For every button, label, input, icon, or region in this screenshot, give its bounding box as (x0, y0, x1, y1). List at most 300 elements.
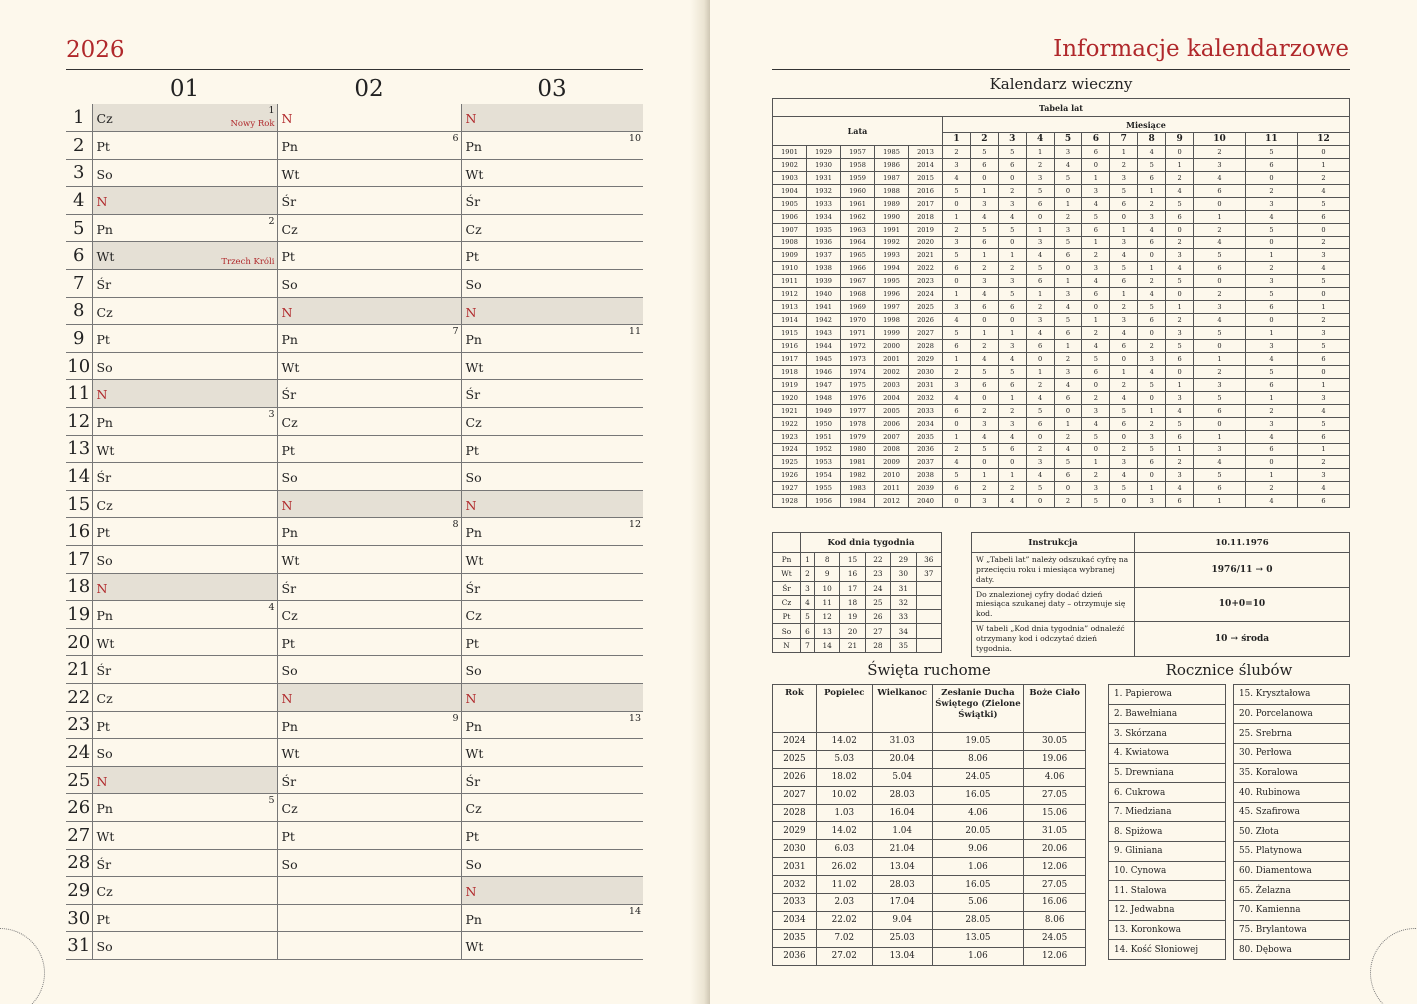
year-cell: 1927 (773, 482, 807, 495)
day-number: 1 (66, 104, 92, 132)
day-cell[interactable] (92, 159, 277, 187)
anniversary-item: 7. Miedziana (1109, 802, 1226, 822)
code-cell: 3 (1026, 314, 1054, 327)
year-cell: 1910 (773, 262, 807, 275)
code-cell: 0 (998, 236, 1026, 249)
years-row (773, 171, 1350, 184)
day-cell[interactable] (461, 683, 643, 711)
holiday-cell: 18.02 (816, 768, 872, 786)
day-row (66, 573, 643, 601)
code-cell: 0 (1054, 184, 1082, 197)
holiday-cell: 28.03 (872, 786, 932, 804)
holiday-row (773, 733, 1086, 751)
holiday-row (773, 876, 1086, 894)
code-cell: 6 (1166, 352, 1194, 365)
weekday-label: Cz (465, 415, 482, 431)
day-cell[interactable] (461, 932, 643, 960)
code-cell: 4 (1297, 262, 1349, 275)
day-cell[interactable] (92, 546, 277, 574)
code-cell: 5 (970, 223, 998, 236)
month-number: 3 (998, 133, 1026, 146)
day-cell[interactable] (92, 297, 277, 325)
day-cell[interactable] (92, 877, 277, 905)
year-cell: 2036 (909, 443, 943, 456)
day-cell[interactable] (461, 711, 643, 739)
year-cell: 2019 (909, 223, 943, 236)
weekday-label: Śr (96, 470, 112, 486)
code-value: 21 (840, 638, 865, 652)
day-row (66, 849, 643, 877)
day-cell[interactable] (461, 380, 643, 408)
day-cell[interactable] (92, 656, 277, 684)
day-cell[interactable] (461, 601, 643, 629)
day-cell[interactable] (277, 628, 461, 656)
year-cell: 1956 (807, 495, 841, 508)
day-cell[interactable] (277, 270, 461, 298)
day-cell[interactable] (277, 518, 461, 546)
day-cell[interactable] (92, 849, 277, 877)
day-row (66, 766, 643, 794)
day-cell[interactable] (461, 214, 643, 242)
day-cell[interactable] (461, 490, 643, 518)
years-row (773, 275, 1350, 288)
code-value (916, 595, 941, 609)
weekday-label: Pt (465, 249, 479, 265)
code-value: 2 (801, 567, 815, 581)
anniversary-item: 14. Kość Słoniowej (1109, 940, 1226, 960)
month-number: 5 (1054, 133, 1082, 146)
day-number: 23 (66, 711, 92, 739)
day-cell[interactable] (461, 297, 643, 325)
weekday-label: Pt (96, 525, 110, 541)
day-cell[interactable] (277, 711, 461, 739)
day-cell[interactable] (92, 766, 277, 794)
weekday-code-row (773, 624, 942, 638)
day-cell[interactable] (92, 104, 277, 132)
anniversary-item: 55. Platynowa (1234, 842, 1350, 862)
day-cell[interactable] (277, 159, 461, 187)
code-cell: 2 (1194, 288, 1246, 301)
year-cell: 2008 (875, 443, 909, 456)
day-row (66, 214, 643, 242)
spacer (1226, 743, 1234, 763)
day-cell[interactable] (277, 352, 461, 380)
code-cell: 3 (998, 417, 1026, 430)
weekday-label: Cz (96, 304, 113, 320)
anniversary-row (1109, 940, 1350, 960)
day-cell[interactable] (461, 187, 643, 215)
code-cell: 5 (1297, 197, 1349, 210)
year-cell: 2020 (909, 236, 943, 249)
day-cell[interactable] (461, 435, 643, 463)
year-cell: 1912 (773, 288, 807, 301)
code-cell: 0 (1110, 430, 1138, 443)
weekday-label: Pn (96, 221, 113, 237)
day-cell[interactable] (277, 904, 461, 932)
year-cell: 1901 (773, 145, 807, 158)
code-cell: 5 (1138, 443, 1166, 456)
weekday-label: So (281, 663, 298, 679)
day-cell[interactable] (461, 766, 643, 794)
code-cell: 2 (1026, 158, 1054, 171)
code-cell: 4 (1054, 378, 1082, 391)
day-cell[interactable] (277, 242, 461, 270)
code-cell: 0 (1297, 365, 1349, 378)
code-cell: 5 (1054, 456, 1082, 469)
day-cell[interactable] (277, 132, 461, 160)
weekday-label: Pn (281, 718, 298, 734)
code-cell: 5 (970, 145, 998, 158)
day-cell[interactable] (92, 518, 277, 546)
day-cell[interactable] (92, 270, 277, 298)
code-value: 35 (891, 638, 916, 652)
code-cell: 0 (1166, 288, 1194, 301)
code-cell: 4 (1054, 301, 1082, 314)
code-cell: 5 (998, 223, 1026, 236)
day-row (66, 490, 643, 518)
weekday-label: Wt (465, 166, 484, 182)
holiday-cell: 6.03 (816, 840, 872, 858)
day-row (66, 297, 643, 325)
anniversary-item: 5. Drewniana (1109, 763, 1226, 783)
holiday-row (773, 768, 1086, 786)
day-cell[interactable] (277, 435, 461, 463)
day-cell[interactable] (92, 739, 277, 767)
day-cell[interactable] (461, 739, 643, 767)
code-cell: 5 (970, 443, 998, 456)
year-cell: 1904 (773, 184, 807, 197)
day-cell[interactable] (92, 711, 277, 739)
day-cell[interactable] (92, 242, 277, 270)
day-row (66, 159, 643, 187)
code-cell: 6 (1166, 210, 1194, 223)
instruction-example: 10 → środa (1135, 622, 1350, 657)
code-cell: 2 (1245, 482, 1297, 495)
anniversary-item: 25. Srebrna (1234, 724, 1350, 744)
code-cell: 6 (1054, 469, 1082, 482)
day-cell[interactable] (277, 187, 461, 215)
day-cell[interactable] (277, 821, 461, 849)
code-cell: 6 (1245, 301, 1297, 314)
holiday-cell: 26.02 (816, 858, 872, 876)
day-cell[interactable] (277, 546, 461, 574)
code-value: 20 (840, 624, 865, 638)
code-value: 5 (801, 610, 815, 624)
year-cell: 1903 (773, 171, 807, 184)
anniversary-item: 75. Brylantowa (1234, 920, 1350, 940)
day-cell[interactable] (277, 463, 461, 491)
holiday-cell: 16.05 (932, 876, 1024, 894)
code-cell: 5 (1194, 469, 1246, 482)
year-cell: 2024 (909, 288, 943, 301)
day-cell[interactable] (461, 573, 643, 601)
day-number: 10 (66, 352, 92, 380)
code-cell: 3 (1054, 365, 1082, 378)
weekday-label: Pt (465, 442, 479, 458)
years-row (773, 365, 1350, 378)
weekday-name: Cz (773, 595, 801, 609)
week-number: 8 (452, 519, 459, 531)
weekday-label: Pt (281, 635, 295, 651)
day-cell[interactable] (461, 628, 643, 656)
day-cell[interactable] (277, 739, 461, 767)
holiday-cell: 28.05 (932, 911, 1024, 929)
day-row (66, 270, 643, 298)
weekday-label: Wt (465, 746, 484, 762)
code-cell: 6 (1194, 482, 1246, 495)
year-cell: 1950 (807, 417, 841, 430)
year-cell: 2025 (909, 301, 943, 314)
day-cell[interactable] (92, 187, 277, 215)
holiday-cell: 2030 (773, 840, 817, 858)
years-row (773, 249, 1350, 262)
day-cell[interactable] (277, 104, 461, 132)
weekday-label: Wt (96, 249, 115, 265)
day-cell[interactable] (461, 463, 643, 491)
year-cell: 1932 (807, 184, 841, 197)
code-cell: 5 (1138, 158, 1166, 171)
code-value: 1 (801, 553, 815, 567)
day-row (66, 380, 643, 408)
anniversary-item: 35. Koralowa (1234, 763, 1350, 783)
day-cell[interactable] (277, 794, 461, 822)
day-cell[interactable] (92, 490, 277, 518)
code-cell: 4 (1054, 158, 1082, 171)
code-value: 36 (916, 553, 941, 567)
anniversary-row (1109, 881, 1350, 901)
code-cell: 2 (943, 443, 971, 456)
holiday-row (773, 858, 1086, 876)
holiday-row (773, 947, 1086, 965)
day-row (66, 821, 643, 849)
code-cell: 1 (1110, 365, 1138, 378)
year-cell: 2000 (875, 340, 909, 353)
weekday-label: Wt (96, 442, 115, 458)
day-cell[interactable] (92, 573, 277, 601)
holiday-cell: 22.02 (816, 911, 872, 929)
code-cell: 4 (1166, 404, 1194, 417)
code-cell: 3 (1138, 495, 1166, 508)
year-cell: 1954 (807, 469, 841, 482)
day-cell[interactable] (277, 490, 461, 518)
day-cell[interactable] (461, 408, 643, 436)
code-value: 19 (840, 610, 865, 624)
day-cell[interactable] (461, 904, 643, 932)
code-cell: 6 (1297, 495, 1349, 508)
holiday-cell: 27.05 (1024, 876, 1086, 894)
month-header: 01 (169, 76, 200, 102)
code-cell: 4 (943, 171, 971, 184)
day-cell[interactable] (277, 766, 461, 794)
code-cell: 1 (1166, 301, 1194, 314)
spacer (1226, 861, 1234, 881)
code-value (916, 638, 941, 652)
code-cell: 6 (1166, 430, 1194, 443)
day-cell[interactable] (92, 463, 277, 491)
day-cell[interactable] (92, 601, 277, 629)
day-cell[interactable] (92, 683, 277, 711)
code-cell: 2 (1297, 171, 1349, 184)
holiday-cell: 12.06 (1024, 858, 1086, 876)
day-cell[interactable] (92, 325, 277, 353)
day-cell[interactable] (277, 325, 461, 353)
day-cell[interactable] (92, 794, 277, 822)
day-cell[interactable] (277, 380, 461, 408)
day-cell[interactable] (277, 683, 461, 711)
day-cell[interactable] (461, 546, 643, 574)
code-cell: 5 (1194, 327, 1246, 340)
year-cell: 1961 (841, 197, 875, 210)
day-cell[interactable] (461, 132, 643, 160)
weekday-label: Pn (465, 332, 482, 348)
code-cell: 4 (1194, 314, 1246, 327)
anniversary-row (1109, 901, 1350, 921)
day-cell[interactable] (277, 297, 461, 325)
day-cell[interactable] (92, 408, 277, 436)
year-cell: 1933 (807, 197, 841, 210)
holiday-cell: 2032 (773, 876, 817, 894)
weekday-label: Śr (281, 773, 297, 789)
holiday-cell: 20.05 (932, 822, 1024, 840)
day-cell[interactable] (92, 214, 277, 242)
holiday-cell: 2024 (773, 733, 817, 751)
weekday-label: Pt (96, 911, 110, 927)
day-cell[interactable] (461, 242, 643, 270)
anniversary-item: 20. Porcelanowa (1234, 704, 1350, 724)
year-cell: 2010 (875, 469, 909, 482)
weekday-label: Wt (281, 746, 300, 762)
weekday-label: Wt (465, 939, 484, 955)
holiday-cell: 1.04 (872, 822, 932, 840)
code-cell: 4 (1166, 184, 1194, 197)
code-cell: 3 (1297, 327, 1349, 340)
day-cell[interactable] (277, 932, 461, 960)
code-cell: 6 (1026, 417, 1054, 430)
day-cell[interactable] (461, 325, 643, 353)
code-cell: 6 (943, 340, 971, 353)
day-cell[interactable] (92, 932, 277, 960)
day-cell[interactable] (92, 352, 277, 380)
day-cell[interactable] (461, 656, 643, 684)
day-cell[interactable] (277, 601, 461, 629)
code-cell: 1 (1245, 249, 1297, 262)
day-cell[interactable] (461, 877, 643, 905)
day-cell[interactable] (461, 159, 643, 187)
day-cell[interactable] (277, 214, 461, 242)
anniversary-item: 50. Złota (1234, 822, 1350, 842)
anniversary-row (1109, 842, 1350, 862)
code-cell: 5 (1245, 223, 1297, 236)
code-cell: 1 (1297, 301, 1349, 314)
spacer (1226, 842, 1234, 862)
code-cell: 4 (1026, 391, 1054, 404)
code-cell: 0 (1054, 262, 1082, 275)
code-cell: 1 (943, 288, 971, 301)
code-cell: 0 (1138, 469, 1166, 482)
code-cell: 1 (1082, 171, 1110, 184)
year-cell: 1947 (807, 378, 841, 391)
code-cell: 0 (1245, 314, 1297, 327)
weekday-label: Pn (281, 525, 298, 541)
day-cell[interactable] (92, 435, 277, 463)
code-value: 16 (840, 567, 865, 581)
day-cell[interactable] (277, 849, 461, 877)
code-cell: 2 (1245, 184, 1297, 197)
day-cell[interactable] (277, 877, 461, 905)
holiday-cell: 13.04 (872, 858, 932, 876)
day-cell[interactable] (461, 821, 643, 849)
code-cell: 6 (1194, 184, 1246, 197)
day-cell[interactable] (461, 270, 643, 298)
year-cell: 1925 (773, 456, 807, 469)
day-cell[interactable] (461, 849, 643, 877)
code-cell: 4 (1110, 469, 1138, 482)
code-cell: 3 (1082, 404, 1110, 417)
code-cell: 1 (1138, 482, 1166, 495)
day-row (66, 463, 643, 491)
year-cell: 2002 (875, 365, 909, 378)
years-row (773, 352, 1350, 365)
day-cell[interactable] (277, 656, 461, 684)
code-value: 9 (814, 567, 839, 581)
day-cell[interactable] (92, 904, 277, 932)
code-cell: 5 (998, 145, 1026, 158)
holiday-cell: 9.06 (932, 840, 1024, 858)
years-row (773, 145, 1350, 158)
day-row (66, 794, 643, 822)
code-cell: 3 (970, 417, 998, 430)
year-cell: 1905 (773, 197, 807, 210)
day-cell[interactable] (277, 573, 461, 601)
day-cell[interactable] (461, 104, 643, 132)
day-cell[interactable] (92, 821, 277, 849)
month-number: 2 (970, 133, 998, 146)
code-value (916, 610, 941, 624)
years-row (773, 288, 1350, 301)
spacer (1226, 704, 1234, 724)
years-row (773, 223, 1350, 236)
code-cell: 6 (1194, 262, 1246, 275)
day-cell[interactable] (92, 132, 277, 160)
year-cell: 2006 (875, 417, 909, 430)
code-cell: 0 (943, 197, 971, 210)
code-cell: 1 (1245, 391, 1297, 404)
holiday-cell: 13.05 (932, 929, 1024, 947)
code-cell: 6 (1110, 275, 1138, 288)
years-row (773, 417, 1350, 430)
day-cell[interactable] (461, 794, 643, 822)
code-cell: 5 (1194, 391, 1246, 404)
year-cell: 2032 (909, 391, 943, 404)
day-cell[interactable] (92, 380, 277, 408)
weekday-label: Śr (465, 580, 481, 596)
weekday-label: Pt (281, 442, 295, 458)
weekday-label: Śr (281, 387, 297, 403)
day-cell[interactable] (461, 352, 643, 380)
spacer (1226, 783, 1234, 803)
day-cell[interactable] (92, 628, 277, 656)
day-cell[interactable] (277, 408, 461, 436)
code-cell: 4 (1245, 495, 1297, 508)
day-cell[interactable] (461, 518, 643, 546)
code-cell: 4 (1245, 352, 1297, 365)
code-cell: 1 (1110, 223, 1138, 236)
weekday-label: Pt (281, 249, 295, 265)
day-number: 6 (66, 242, 92, 270)
day-number: 17 (66, 546, 92, 574)
years-row (773, 469, 1350, 482)
year-cell: 1930 (807, 158, 841, 171)
